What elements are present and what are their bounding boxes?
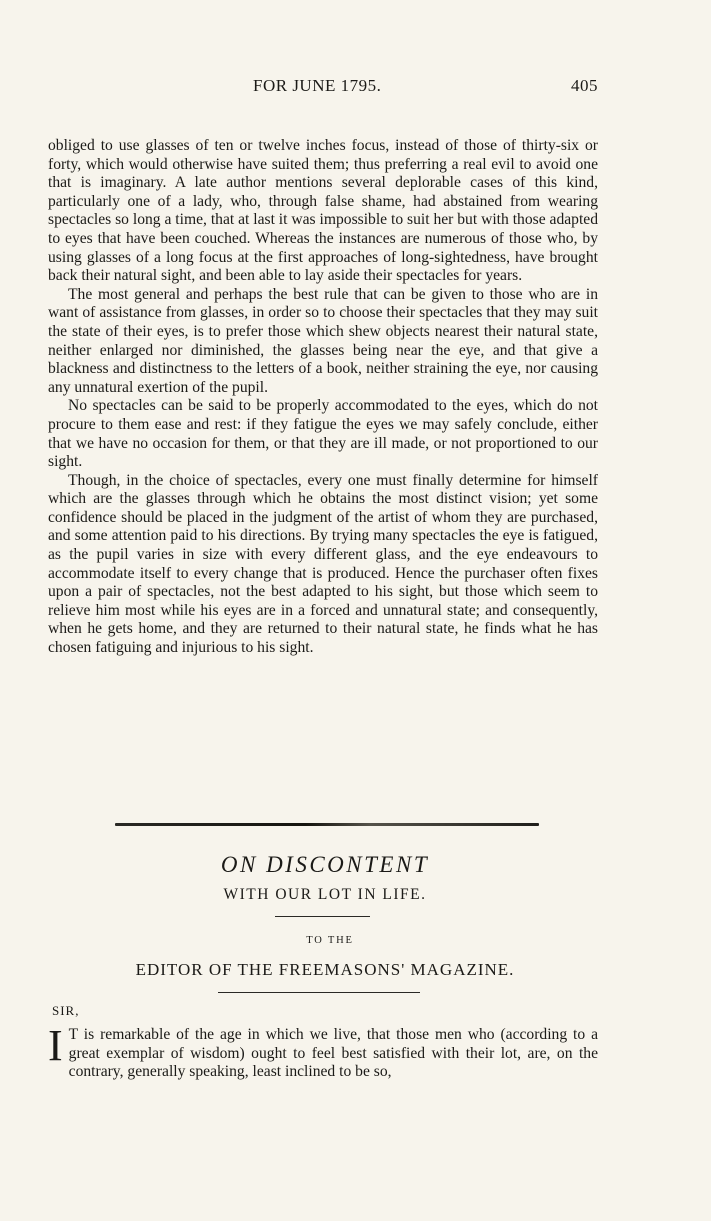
address-rule: [218, 992, 420, 993]
opening-text: T is remarkable of the age in which we live, that those men who (according to a great exemplar of wisdom) ought to feel best satisfied with their lot, are, on the contrary, generally speaking, least inclined to be so,: [68, 1026, 598, 1081]
drop-cap: I: [48, 1021, 63, 1070]
paragraph-continued: obliged to use glasses of ten or twelve inches focus, instead of those of thirty-six or forty, which would otherwise have suited them; thus preferring a real evil to avoid one that is imaginary. A late author mentions several deplorable cases of this kind, particularly one of a lady, who, through false shame, had abstained from wearing spectacles so long a time, that at last it was impossible to suit her but with those adapted to eyes that have been couched. Whereas the instances are numerous of those who, by using glasses of a long focus at the first approaches of long-sightedness, have brought back their natural sight, and been able to lay aside their spectacles for years.: [48, 137, 599, 285]
salutation: SIR,: [52, 1003, 80, 1018]
article-title: ON DISCONTENT: [220, 852, 430, 877]
running-header: [48, 76, 598, 102]
subtitle-rule: [275, 916, 370, 917]
section-divider-rule: [115, 823, 539, 826]
paragraph: No spectacles can be said to be properly accommodated to the eyes, which do not procure to them ease and rest: if they fatigue the eyes we may safely conclude, either that we have no occasion for them, or that they are ill made, or not proportioned to our sight.: [48, 397, 598, 471]
editor-address: EDITOR OF THE FREEMASONS' MAGAZINE.: [135, 960, 515, 979]
page-number: 405: [571, 76, 598, 95]
body-text-column: [48, 137, 598, 658]
to-the-label: TO THE: [306, 935, 354, 946]
paragraph: The most general and perhaps the best rule that can be given to those who are in want of assistance from glasses, in order so to choose their spectacles that they may suit the state of their eyes, is to prefer those which shew objects nearest their natural state, neither enlarged nor diminished, the glasses being near the eye, and that give a blackness and distinctness to the letters of a book, neither straining the eye, nor causing any unnatural exertion of the pupil.: [48, 285, 598, 396]
paragraph: Though, in the choice of spectacles, every one must finally determine for himself which are the glasses through which he obtains the most distinct vision; yet some confidence should be placed in the judgment of the artist of whom they are purchased, and some attention paid to his directions. By trying many spectacles the eye is fatigued, as the pupil varies in size with every different glass, and the eye endeavours to accommodate itself to every change that is produced. Hence the purchaser often fixes upon a pair of spectacles, not the best adapted to his sight, but those which seem to relieve him most while his eyes are in a forced and unnatural state; and consequently, when he gets home, and they are returned to their natural state, he finds what he has chosen fatiguing and injurious to his sight.: [48, 471, 598, 657]
running-title: FOR JUNE 1795.: [253, 76, 382, 95]
article-opening: [48, 1021, 598, 1082]
article-subtitle: WITH OUR LOT IN LIFE.: [223, 886, 427, 903]
